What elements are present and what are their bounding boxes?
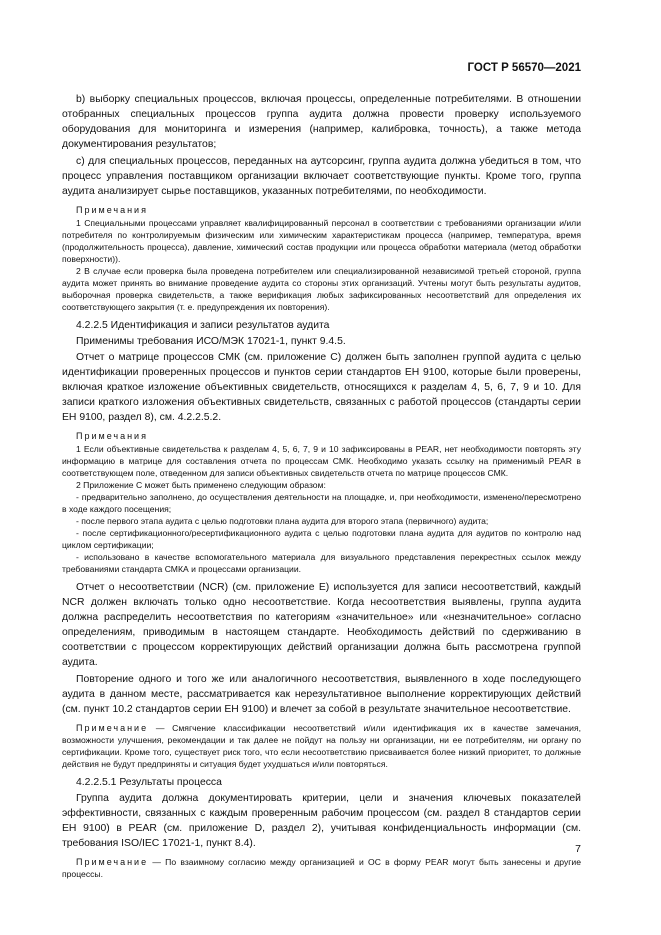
notes-heading-2: Примечания <box>76 431 148 441</box>
paragraph-c: с) для специальных процессов, переданных на аутсорсинг, группа аудита должна убедиться в том, что процесс управления поставщиком организации включает соответствующие пункты. Кроме того, группа аудита анализирует сырье поставщиков, указанных потребителями, по необходимости. <box>62 156 581 197</box>
paragraph-report: Отчет о матрице процессов СМК (см. приложение С) должен быть заполнен группой аудита с целью идентификации проверенных процессов и пунктов серии стандартов ЕН 9100, которые были проверены, включая краткое изложение объективных свидетельств, относящихся к разделам 4, 5, 6, 7, 9 и 10. Для записи краткого изложения объективных свидетельств, связанных с работой процессов (стандарты серии ЕН 9100, раздел 8), см. 4.2.2.5.2. <box>62 352 581 423</box>
document-id-header: ГОСТ Р 56570—2021 <box>467 62 581 74</box>
paragraph-group: Группа аудита должна документировать критерии, цели и значения ключевых показателей эффективности, связанных с каждым проверенным рабочим процессом (см. раздел 8 стандартов серии ЕН 9100) в PEAR (см. приложение D, раздел 2), учитывая конфиденциальность информации (см. требования ISO/IEC 17021-1, пункт 8.4). <box>62 793 581 849</box>
note-4 <box>62 856 581 880</box>
page-body <box>62 92 581 880</box>
note-4-text: — По взаимному согласию между организацией и ОС в форму PEAR могут быть занесены и другие процессы. <box>62 857 581 879</box>
section-heading-42251: 4.2.2.5.1 Результаты процесса <box>76 777 222 788</box>
note-1-1: 1 Специальными процессами управляет квалифицированный персонал в соответствии с требованиями организации и/или потребителя по контролируемым физическим или химическим характеристикам процесса (например, температура, время (продолжительность процесса), давление, химический состав продукции или процесса обработки материала (метод обработки поверхности)). <box>62 218 581 264</box>
note-2-bullet-2: - после первого этапа аудита с целью подготовки плана аудита для второго этапа (первичного) аудита; <box>76 516 489 526</box>
paragraph-repeat: Повторение одного и того же или аналогичного несоответствия, выявленного в ходе последующего аудита в данном месте, рассматривается как нерезультативное выполнение корректирующих действий (см. пункт 10.2 стандартов серии ЕН 9100) и влечет за собой в результате значительное несоответствие. <box>62 674 581 715</box>
page-number: 7 <box>575 843 581 855</box>
note-4-label: Примечание <box>76 857 149 867</box>
paragraph-b: b) выборку специальных процессов, включая процессы, определенные потребителями. В отношении отобранных специальных процессов группа аудита должна провести проверку используемого оборудования для мониторинга и измерения (например, калибровка, точность), а также метода документирования результатов; <box>62 94 581 150</box>
section-heading-4225: 4.2.2.5 Идентификация и записи результатов аудита <box>76 320 330 331</box>
note-3-text: — Смягчение классификации несоответствий и/или идентификация их в качестве замечания, возможности улучшения, рекомендации и так далее не пойдут на пользу ни организации, ни ее потребителям, ни органу по сертификации. Кроме того, существует риск того, что если несоответствию присваивается более низкий приоритет, то должные действия не будут предприняты и ситуация будет ухудшаться и/или повторяться. <box>62 723 581 769</box>
note-2-bullet-1: - предварительно заполнено, до осуществления деятельности на площадке, и, при необходимости, изменено/пересмотрено в ходе каждого посещения; <box>62 492 581 514</box>
note-3-label: Примечание <box>76 723 149 733</box>
note-2-2: 2 Приложение С может быть применено следующим образом: <box>76 480 326 490</box>
note-2-bullet-4: - использовано в качестве вспомогательного материала для визуального представления перекрестных ссылок между требованиями стандарта СМКА и процессами организации. <box>62 552 581 574</box>
paragraph-applicable: Применимы требования ИСО/МЭК 17021-1, пункт 9.4.5. <box>76 336 346 347</box>
note-2-1: 1 Если объективные свидетельства к разделам 4, 5, 6, 7, 9 и 10 зафиксированы в PEAR, нет необходимости повторять эту информацию в матрице для составления отчета по процессам СМК. Необходимо указать ссылку на применимый PEAR в соответствующем поле, отведенном для записи объективных свидетельств отчета по матрице процессов СМК. <box>62 444 581 478</box>
note-2-bullet-3: - после сертификационного/ресертификационного аудита с целью подготовки плана аудита для аудитов по контролю над циклом сертификации; <box>62 528 581 550</box>
note-1-2: 2 В случае если проверка была проведена потребителем или специализированной независимой третьей стороной, группа аудита может принять во внимание проведение аудита со стороны этих организаций. Учтены могут быть результаты аудитов, выборочная проверка свидетельств, а также верификация любых зафиксированных несоответствий для определения их соответствующего закрытия (т. е. предупреждения их повторения). <box>62 266 581 312</box>
notes-heading-1: Примечания <box>76 205 148 215</box>
paragraph-ncr: Отчет о несоответствии (NCR) (см. приложение Е) используется для записи несоответствий, каждый NCR должен включать только одно несоответствие. Когда несоответствия выявлены, группа аудита должна распределить несоответствия по категориям «значительное» или «незначительное» согласно определениям, приводимым в настоящем стандарте. Необходимость действий по сдерживанию в соответствии с процессом корректирующих действий организации должна быть рассмотрена группой аудита. <box>62 582 581 668</box>
note-3 <box>62 722 581 770</box>
